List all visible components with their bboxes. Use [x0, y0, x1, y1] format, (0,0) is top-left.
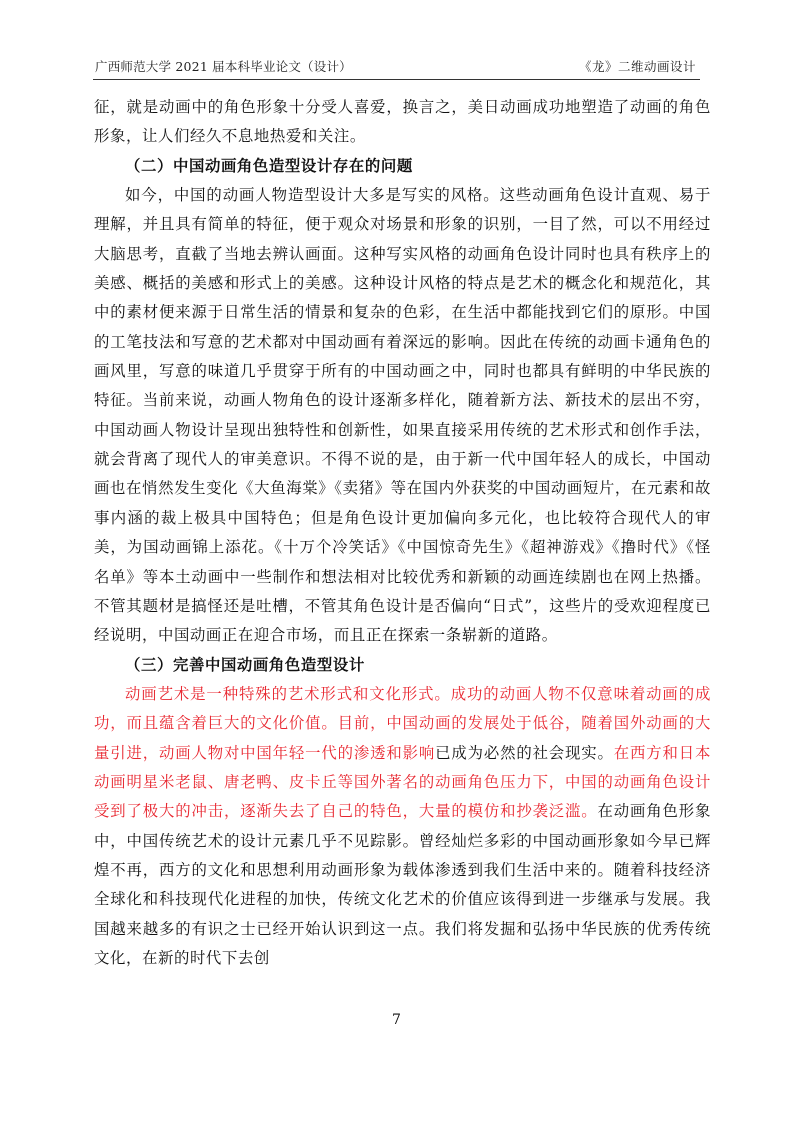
page-body: [94, 93, 711, 973]
highlighted-text: 在西方和日本动画明星米老鼠、唐老鸭、皮卡丘等国外著名的动画角色压力下，中国的动画角色设计受到了极大的冲击，逐渐失去了自己的特色，大量的模仿和抄袭泛滥。: [94, 743, 711, 821]
header-project-title: 《龙》二维动画设计: [578, 59, 696, 74]
continued-paragraph: 征，就是动画中的角色形象十分受人喜爱，换言之，美日动画成功地塑造了动画的角色形象，让人们经久不息地热爱和关注。: [94, 98, 711, 146]
header-thesis-title: 广西师范大学 2021 届本科毕业论文（设计）: [95, 59, 352, 74]
highlighted-text: 动画艺术是一种特殊的艺术形式和文化形式。成功的动画人物不仅意味着动画的成功，而且蕴含着巨大的文化价值。目前，中国动画的发展处于低谷，随着国外动画的大量引进，动画人物对中国年轻一代的渗透和影响: [94, 684, 711, 762]
plain-text: 已成为必然的社会现实。: [435, 743, 614, 762]
page-header: [93, 55, 700, 77]
section-heading-3: （三）完善中国动画角色造型设计: [125, 655, 365, 674]
section-heading-2: （二）中国动画角色造型设计存在的问题: [125, 156, 413, 175]
header-divider: [93, 79, 700, 80]
page-number: 7: [392, 1012, 401, 1028]
paragraph-improve-character-design: [94, 680, 711, 973]
plain-text: 在动画角色形象中，中国传统艺术的设计元素几乎不见踪影。曾经灿烂多彩的中国动画形象如今早已辉煌不再，西方的文化和思想利用动画形象为载体渗透到我们生活中来的。随着科技经济全球化和科技现代化进程的加快，传统文化艺术的价值应该得到进一步继承与发展。我国越来越多的有识之士已经开始认识到这一点。我们将发掘和弘扬中华民族的优秀传统文化，在新的时代下去创: [94, 802, 711, 967]
paragraph-character-design-problems: 如今，中国的动画人物造型设计大多是写实的风格。这些动画角色设计直观、易于理解，并且具有简单的特征，便于观众对场景和形象的识别，一目了然，可以不用经过大脑思考，直截了当地去辨认画面。这种写实风格的动画角色设计同时也具有秩序上的美感、概括的美感和形式上的美感。这种设计风格的特点是艺术的概念化和规范化，其中的素材便来源于日常生活的情景和复杂的色彩，在生活中都能找到它们的原形。中国的工笔技法和写意的艺术都对中国动画有着深远的影响。因此在传统的动画卡通角色的画风里，写意的味道几乎贯穿于所有的中国动画之中，同时也都具有鲜明的中华民族的特征。当前来说，动画人物角色的设计逐渐多样化，随着新方法、新技术的层出不穷，中国动画人物设计呈现出独特性和创新性，如果直接采用传统的艺术形式和创作手法，就会背离了现代人的审美意识。不得不说的是，由于新一代中国年轻人的成长，中国动画也在悄然发生变化《大鱼海棠》《卖猪》等在国内外获奖的中国动画短片，在元素和故事内涵的裁上极具中国特色；但是角色设计更加偏向多元化，也比较符合现代人的审美，为国动画锦上添花。《十万个冷笑话》《中国惊奇先生》《超神游戏》《撸时代》《怪名单》等本土动画中一些制作和想法相对比较优秀和新颖的动画连续剧也在网上热播。不管其题材是搞怪还是吐槽，不管其角色设计是否偏向“日式”，这些片的受欢迎程度已经说明，中国动画正在迎合市场，而且正在探索一条崭新的道路。: [94, 186, 711, 645]
